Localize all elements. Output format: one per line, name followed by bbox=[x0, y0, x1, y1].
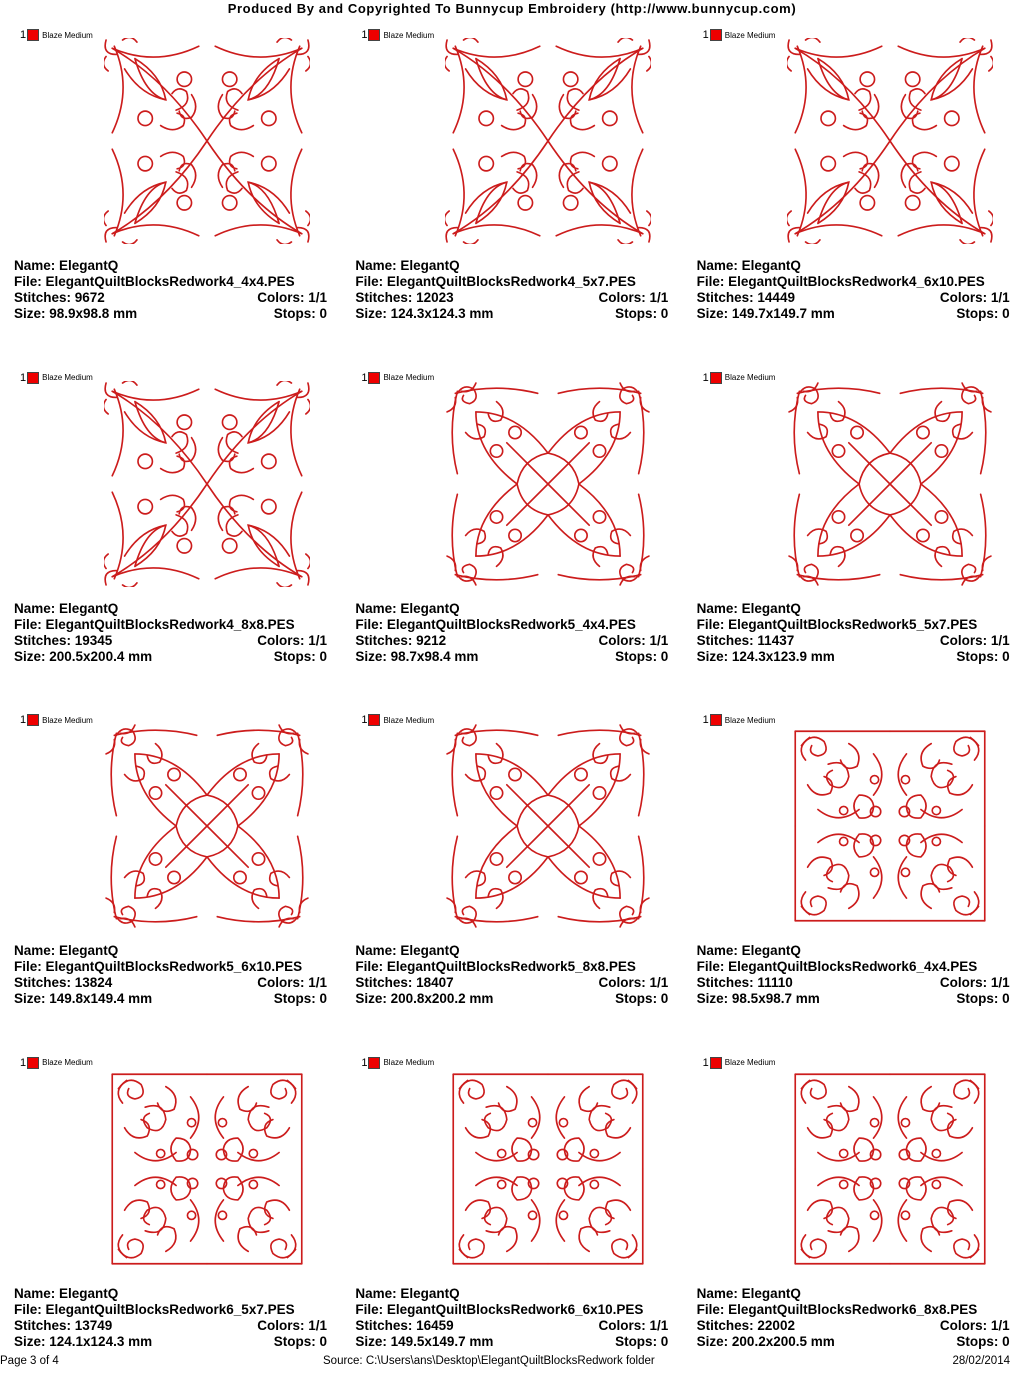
thread-legend bbox=[20, 28, 93, 42]
design-card bbox=[341, 365, 682, 708]
thread-color-swatch bbox=[368, 29, 380, 41]
design-file: File: ElegantQuiltBlocksRedwork5_5x7.PES bbox=[697, 617, 978, 633]
embroidery-design-preview bbox=[104, 1066, 310, 1272]
design-file: File: ElegantQuiltBlocksRedwork5_8x8.PES bbox=[355, 959, 636, 975]
design-file: File: ElegantQuiltBlocksRedwork6_6x10.PES bbox=[355, 1302, 643, 1318]
design-stops: Stops: 0 bbox=[274, 306, 327, 322]
thread-legend bbox=[361, 28, 434, 42]
design-info bbox=[14, 601, 327, 665]
thread-name: Blaze Medium bbox=[725, 716, 776, 725]
thread-legend bbox=[703, 28, 776, 42]
design-info bbox=[355, 601, 668, 665]
design-name: Name: ElegantQ bbox=[355, 258, 459, 274]
design-name: Name: ElegantQ bbox=[14, 601, 118, 617]
embroidery-design-preview bbox=[104, 381, 310, 587]
design-file: File: ElegantQuiltBlocksRedwork4_8x8.PES bbox=[14, 617, 295, 633]
design-size: Size: 149.5x149.7 mm bbox=[355, 1334, 493, 1350]
design-stops: Stops: 0 bbox=[274, 649, 327, 665]
design-info bbox=[355, 1286, 668, 1350]
design-card bbox=[341, 22, 682, 365]
design-info bbox=[14, 943, 327, 1007]
design-file: File: ElegantQuiltBlocksRedwork6_5x7.PES bbox=[14, 1302, 295, 1318]
design-colors: Colors: 1/1 bbox=[940, 633, 1010, 649]
design-size: Size: 149.7x149.7 mm bbox=[697, 306, 835, 322]
design-size: Size: 200.2x200.5 mm bbox=[697, 1334, 835, 1350]
design-colors: Colors: 1/1 bbox=[257, 1318, 327, 1334]
design-card bbox=[683, 22, 1024, 365]
thread-number: 1 bbox=[20, 1057, 26, 1069]
thread-number: 1 bbox=[361, 29, 367, 41]
design-colors: Colors: 1/1 bbox=[599, 290, 669, 306]
design-size: Size: 124.3x124.3 mm bbox=[355, 306, 493, 322]
thread-legend bbox=[703, 371, 776, 385]
design-info bbox=[14, 1286, 327, 1350]
design-file: File: ElegantQuiltBlocksRedwork5_6x10.PES bbox=[14, 959, 302, 975]
design-colors: Colors: 1/1 bbox=[257, 290, 327, 306]
thread-number: 1 bbox=[703, 29, 709, 41]
page-number: Page 3 of 4 bbox=[0, 1355, 59, 1367]
thread-legend bbox=[361, 713, 434, 727]
design-name: Name: ElegantQ bbox=[14, 258, 118, 274]
design-card bbox=[341, 707, 682, 1050]
design-info bbox=[697, 943, 1010, 1007]
source-path: Source: C:\Users\ans\Desktop\ElegantQuiltBlocksRedwork folder bbox=[323, 1355, 655, 1367]
thread-color-swatch bbox=[710, 1057, 722, 1069]
design-stitches: Stitches: 11437 bbox=[697, 633, 795, 649]
design-stitches: Stitches: 19345 bbox=[14, 633, 112, 649]
thread-name: Blaze Medium bbox=[725, 31, 776, 40]
thread-color-swatch bbox=[368, 714, 380, 726]
design-stops: Stops: 0 bbox=[615, 306, 668, 322]
thread-legend bbox=[361, 1056, 434, 1070]
design-stitches: Stitches: 16459 bbox=[355, 1318, 453, 1334]
design-info bbox=[355, 258, 668, 322]
design-colors: Colors: 1/1 bbox=[940, 975, 1010, 991]
design-stops: Stops: 0 bbox=[956, 649, 1009, 665]
design-size: Size: 98.7x98.4 mm bbox=[355, 649, 478, 665]
thread-color-swatch bbox=[27, 372, 39, 384]
design-colors: Colors: 1/1 bbox=[599, 633, 669, 649]
thread-legend bbox=[361, 371, 434, 385]
design-stops: Stops: 0 bbox=[615, 991, 668, 1007]
embroidery-design-preview bbox=[787, 381, 993, 587]
design-name: Name: ElegantQ bbox=[14, 1286, 118, 1302]
thread-name: Blaze Medium bbox=[725, 1058, 776, 1067]
thread-color-swatch bbox=[710, 372, 722, 384]
thread-name: Blaze Medium bbox=[725, 373, 776, 382]
thread-number: 1 bbox=[703, 372, 709, 384]
thread-legend bbox=[703, 1056, 776, 1070]
thread-legend bbox=[20, 371, 93, 385]
design-stitches: Stitches: 12023 bbox=[355, 290, 453, 306]
design-stitches: Stitches: 9672 bbox=[14, 290, 105, 306]
thread-legend bbox=[20, 713, 93, 727]
design-name: Name: ElegantQ bbox=[355, 1286, 459, 1302]
design-info bbox=[14, 258, 327, 322]
design-colors: Colors: 1/1 bbox=[257, 633, 327, 649]
design-stitches: Stitches: 22002 bbox=[697, 1318, 795, 1334]
design-card bbox=[0, 22, 341, 365]
thread-color-swatch bbox=[368, 372, 380, 384]
design-file: File: ElegantQuiltBlocksRedwork6_8x8.PES bbox=[697, 1302, 978, 1318]
design-colors: Colors: 1/1 bbox=[940, 290, 1010, 306]
embroidery-design-preview bbox=[787, 38, 993, 244]
thread-number: 1 bbox=[361, 1057, 367, 1069]
thread-color-swatch bbox=[710, 29, 722, 41]
print-date: 28/02/2014 bbox=[952, 1355, 1010, 1367]
thread-number: 1 bbox=[20, 372, 26, 384]
embroidery-design-preview bbox=[445, 723, 651, 929]
page-footer bbox=[0, 1355, 1024, 1369]
design-stitches: Stitches: 18407 bbox=[355, 975, 453, 991]
embroidery-design-preview bbox=[445, 1066, 651, 1272]
design-file: File: ElegantQuiltBlocksRedwork4_4x4.PES bbox=[14, 274, 295, 290]
design-stops: Stops: 0 bbox=[956, 1334, 1009, 1350]
design-info bbox=[355, 943, 668, 1007]
design-file: File: ElegantQuiltBlocksRedwork4_6x10.PES bbox=[697, 274, 985, 290]
thread-color-swatch bbox=[27, 29, 39, 41]
design-stitches: Stitches: 11110 bbox=[697, 975, 793, 991]
embroidery-design-preview bbox=[445, 381, 651, 587]
design-info bbox=[697, 258, 1010, 322]
thread-name: Blaze Medium bbox=[42, 373, 93, 382]
design-name: Name: ElegantQ bbox=[355, 601, 459, 617]
thread-name: Blaze Medium bbox=[42, 716, 93, 725]
design-name: Name: ElegantQ bbox=[697, 1286, 801, 1302]
embroidery-design-preview bbox=[104, 38, 310, 244]
design-card bbox=[0, 365, 341, 708]
thread-color-swatch bbox=[368, 1057, 380, 1069]
thread-color-swatch bbox=[27, 714, 39, 726]
design-card bbox=[683, 707, 1024, 1050]
design-colors: Colors: 1/1 bbox=[599, 1318, 669, 1334]
design-colors: Colors: 1/1 bbox=[940, 1318, 1010, 1334]
design-file: File: ElegantQuiltBlocksRedwork5_4x4.PES bbox=[355, 617, 636, 633]
thread-name: Blaze Medium bbox=[42, 31, 93, 40]
design-size: Size: 200.5x200.4 mm bbox=[14, 649, 152, 665]
thread-name: Blaze Medium bbox=[383, 1058, 434, 1067]
design-grid bbox=[0, 22, 1024, 1392]
thread-legend bbox=[703, 713, 776, 727]
thread-color-swatch bbox=[710, 714, 722, 726]
design-stitches: Stitches: 13749 bbox=[14, 1318, 112, 1334]
design-name: Name: ElegantQ bbox=[697, 943, 801, 959]
design-size: Size: 200.8x200.2 mm bbox=[355, 991, 493, 1007]
thread-number: 1 bbox=[703, 1057, 709, 1069]
design-name: Name: ElegantQ bbox=[697, 258, 801, 274]
embroidery-design-preview bbox=[787, 723, 993, 929]
design-stops: Stops: 0 bbox=[956, 991, 1009, 1007]
design-stitches: Stitches: 13824 bbox=[14, 975, 112, 991]
thread-number: 1 bbox=[20, 29, 26, 41]
design-stops: Stops: 0 bbox=[615, 1334, 668, 1350]
page-header: Produced By and Copyrighted To Bunnycup Embroidery (http://www.bunnycup.com) bbox=[0, 1, 1024, 16]
design-card bbox=[341, 1050, 682, 1392]
design-card bbox=[0, 1050, 341, 1392]
design-stops: Stops: 0 bbox=[274, 1334, 327, 1350]
design-stops: Stops: 0 bbox=[956, 306, 1009, 322]
embroidery-design-preview bbox=[104, 723, 310, 929]
design-stops: Stops: 0 bbox=[274, 991, 327, 1007]
design-card bbox=[683, 365, 1024, 708]
embroidery-design-preview bbox=[787, 1066, 993, 1272]
thread-number: 1 bbox=[361, 372, 367, 384]
embroidery-design-preview bbox=[445, 38, 651, 244]
design-size: Size: 124.3x123.9 mm bbox=[697, 649, 835, 665]
thread-legend bbox=[20, 1056, 93, 1070]
design-name: Name: ElegantQ bbox=[14, 943, 118, 959]
thread-number: 1 bbox=[703, 714, 709, 726]
thread-number: 1 bbox=[361, 714, 367, 726]
design-info bbox=[697, 1286, 1010, 1350]
design-size: Size: 124.1x124.3 mm bbox=[14, 1334, 152, 1350]
thread-name: Blaze Medium bbox=[383, 373, 434, 382]
design-stitches: Stitches: 14449 bbox=[697, 290, 795, 306]
design-file: File: ElegantQuiltBlocksRedwork6_4x4.PES bbox=[697, 959, 978, 975]
design-info bbox=[697, 601, 1010, 665]
design-name: Name: ElegantQ bbox=[355, 943, 459, 959]
design-card bbox=[0, 707, 341, 1050]
design-stops: Stops: 0 bbox=[615, 649, 668, 665]
design-colors: Colors: 1/1 bbox=[257, 975, 327, 991]
design-size: Size: 98.5x98.7 mm bbox=[697, 991, 820, 1007]
thread-name: Blaze Medium bbox=[42, 1058, 93, 1067]
design-card bbox=[683, 1050, 1024, 1392]
thread-number: 1 bbox=[20, 714, 26, 726]
thread-color-swatch bbox=[27, 1057, 39, 1069]
design-colors: Colors: 1/1 bbox=[599, 975, 669, 991]
thread-name: Blaze Medium bbox=[383, 716, 434, 725]
design-stitches: Stitches: 9212 bbox=[355, 633, 446, 649]
design-size: Size: 149.8x149.4 mm bbox=[14, 991, 152, 1007]
design-size: Size: 98.9x98.8 mm bbox=[14, 306, 137, 322]
design-name: Name: ElegantQ bbox=[697, 601, 801, 617]
thread-name: Blaze Medium bbox=[383, 31, 434, 40]
design-file: File: ElegantQuiltBlocksRedwork4_5x7.PES bbox=[355, 274, 636, 290]
